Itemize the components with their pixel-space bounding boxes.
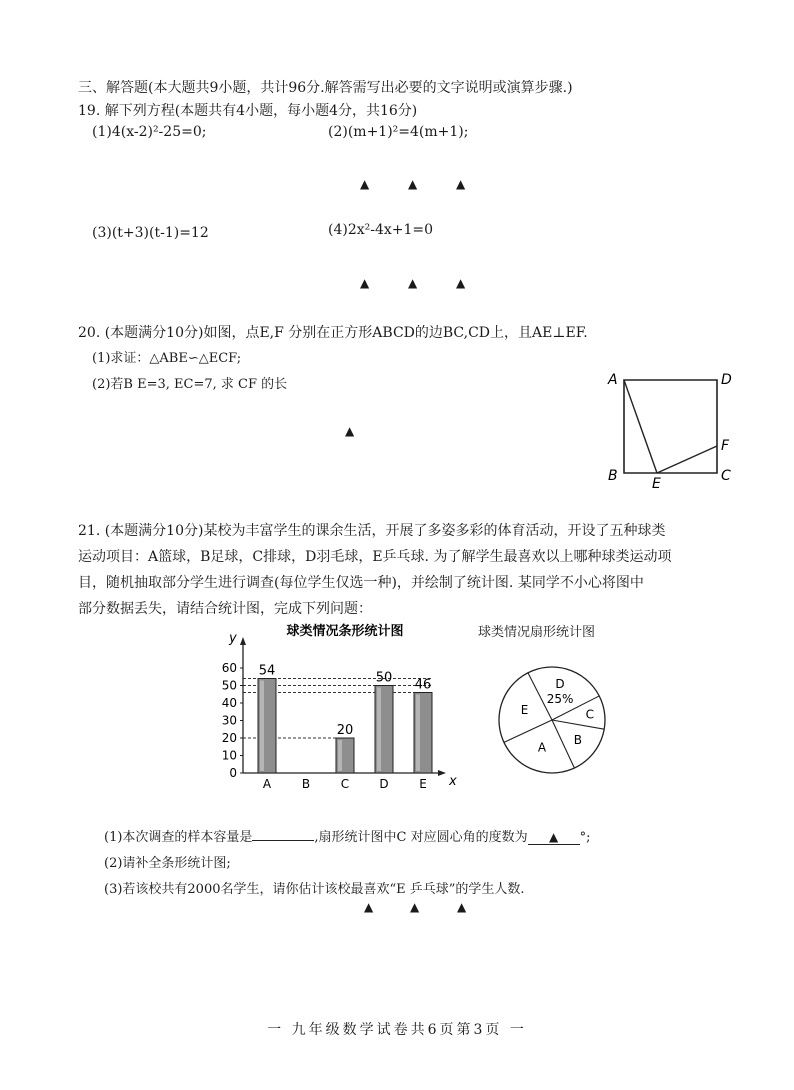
section-header: 三、解答题(本大题共9小题，共计96分.解答需写出必要的文字说明或演算步骤.) bbox=[78, 80, 573, 96]
page-footer: 一 九年级数学试卷共6页第3页 一 bbox=[267, 1022, 527, 1038]
answer-mark: ▲ bbox=[408, 276, 418, 290]
x-tick-label: D bbox=[379, 777, 389, 791]
pie-chart-title: 球类情况扇形统计图 bbox=[478, 625, 596, 640]
label-a: A bbox=[608, 372, 618, 388]
bar-highlight bbox=[260, 681, 264, 772]
y-tick-label: 60 bbox=[221, 661, 237, 675]
answer-mark: ▲ bbox=[408, 177, 418, 191]
q21-line1: 21. (本题满分10分)某校为丰富学生的课余生活，开展了多姿多彩的体育活动，开设了五种球类 bbox=[78, 523, 666, 539]
q20-title: 20. (本题满分10分)如图，点E,F 分别在正方形ABCD的边BC,CD上，且AE⊥EF. bbox=[78, 325, 588, 341]
answer-mark: ▲ bbox=[360, 276, 370, 290]
y-axis-arrow-icon bbox=[240, 637, 246, 645]
bar-highlight bbox=[416, 695, 420, 772]
q21-subquestion-3: (3)若该校共有2000名学生，请你估计该校最喜欢“E 乒乓球”的学生人数. bbox=[104, 882, 525, 897]
pie-slice-boundary bbox=[552, 720, 574, 768]
y-tick-label: 30 bbox=[221, 713, 237, 728]
pie-slice-boundary bbox=[552, 720, 604, 729]
x-axis-arrow-icon bbox=[438, 770, 446, 776]
label-c: C bbox=[721, 468, 731, 484]
answer-mark: ▲ bbox=[360, 177, 370, 191]
pie-slice-label-d: D bbox=[555, 676, 565, 691]
pie-slice-label-e: E bbox=[520, 703, 529, 718]
bar-chart-title: 球类情况条形统计图 bbox=[286, 624, 404, 639]
q21-line4: 部分数据丢失，请结合统计图，完成下列问题： bbox=[78, 601, 372, 617]
pie-slice-label-c: C bbox=[585, 707, 594, 722]
label-d: D bbox=[721, 372, 732, 388]
y-tick-label: 0 bbox=[229, 766, 237, 780]
x-axis-label: x bbox=[449, 774, 457, 789]
square-figure bbox=[600, 364, 750, 494]
y-tick-label: 50 bbox=[221, 678, 237, 693]
label-b: B bbox=[608, 468, 618, 484]
bar-data-label: 46 bbox=[414, 677, 432, 693]
q21-subquestion-2: (2)请补全条形统计图; bbox=[104, 856, 231, 871]
answer-mark: ▲ bbox=[549, 830, 559, 844]
pie-slice-label-b: B bbox=[573, 733, 583, 748]
bar-highlight bbox=[377, 688, 381, 772]
q19-title: 19. 解下列方程(本题共有4小题，每小题4分，共16分) bbox=[78, 103, 418, 119]
q19-part2: (2)(m+1)²=4(m+1); bbox=[328, 124, 469, 140]
answer-mark: ▲ bbox=[410, 900, 420, 914]
bar-data-label: 50 bbox=[375, 670, 393, 686]
x-tick-label: C bbox=[340, 777, 350, 791]
segment-ef bbox=[657, 446, 717, 473]
y-tick-label: 10 bbox=[221, 748, 237, 763]
q21-line3: 目，随机抽取部分学生进行调查(每位学生仅选一种)，并绘制了统计图. 某同学不小心将图中 bbox=[78, 575, 644, 591]
label-f: F bbox=[721, 438, 730, 454]
pie-chart bbox=[494, 640, 624, 790]
y-axis-label: y bbox=[229, 631, 237, 646]
answer-blank-angle[interactable] bbox=[528, 830, 580, 845]
q21-subquestion-1 bbox=[104, 826, 591, 845]
pie-slice-boundary bbox=[504, 720, 552, 742]
q20-part2: (2)若B E=3, EC=7, 求 CF 的长 bbox=[92, 377, 288, 392]
q19-part1: (1)4(x-2)²-25=0; bbox=[92, 124, 207, 140]
x-tick-label: B bbox=[301, 777, 311, 791]
answer-mark: ▲ bbox=[345, 424, 355, 438]
q21-q1-text-a: (1)本次调查的样本容量是 bbox=[104, 830, 253, 845]
bar-highlight bbox=[338, 740, 342, 771]
answer-mark: ▲ bbox=[456, 276, 466, 290]
x-tick-label: A bbox=[262, 777, 272, 791]
q20-part1: (1)求证：△ABE∽△ECF; bbox=[92, 351, 242, 366]
label-e: E bbox=[652, 476, 661, 492]
pie-slice-value-label: 25% bbox=[546, 691, 574, 706]
bar-data-label: 20 bbox=[336, 723, 354, 738]
answer-mark: ▲ bbox=[457, 900, 467, 914]
y-tick-label: 40 bbox=[221, 696, 237, 710]
answer-blank-sample-size[interactable] bbox=[252, 826, 314, 841]
q21-q1-text-b: ,扇形统计图中C 对应圆心角的度数为 bbox=[314, 830, 528, 845]
segment-ae bbox=[624, 380, 657, 473]
answer-mark: ▲ bbox=[456, 177, 466, 191]
q19-part4: (4)2x²-4x+1=0 bbox=[328, 222, 434, 238]
q21-line2: 运动项目：A篮球，B足球，C排球，D羽毛球，E乒乓球. 为了解学生最喜欢以上哪种球类运动项 bbox=[78, 549, 672, 565]
bar-chart bbox=[215, 618, 465, 793]
x-tick-label: E bbox=[419, 777, 427, 791]
square-abcd bbox=[624, 380, 717, 473]
y-tick-label: 20 bbox=[221, 731, 237, 745]
bar-data-label: 54 bbox=[258, 663, 276, 679]
answer-mark: ▲ bbox=[364, 900, 374, 914]
pie-slice-label-a: A bbox=[537, 740, 547, 755]
q21-q1-text-c: °; bbox=[579, 830, 591, 845]
q19-part3: (3)(t+3)(t-1)=12 bbox=[92, 225, 209, 241]
